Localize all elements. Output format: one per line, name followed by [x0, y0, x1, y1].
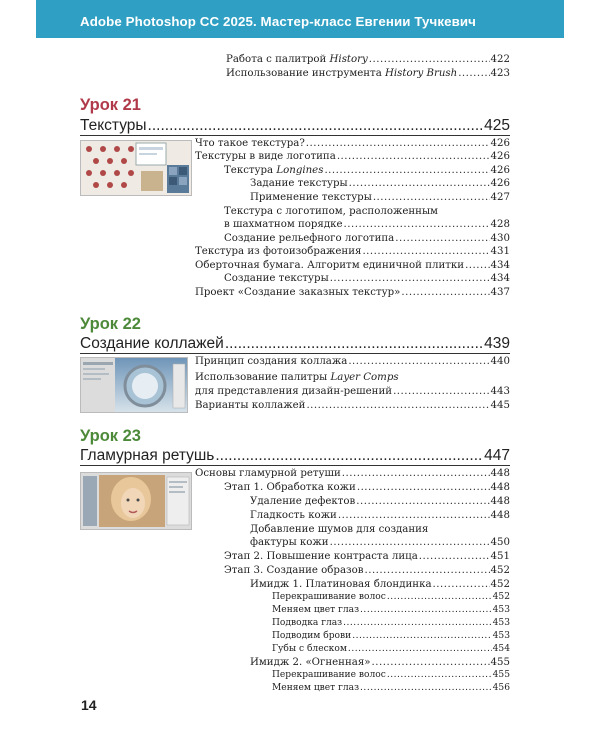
toc-entry-line1: Использование палитры Layer Comps [195, 372, 399, 383]
toc-entry: Основы гламурной ретуши ..... 448 [195, 467, 510, 480]
toc-entry: Имидж 2. «Огненная» ..... 455 [250, 656, 510, 669]
toc-entry: Оберточная бумага. Алгоритм единичной плитки ..... 434 [195, 259, 510, 272]
toc-entry: Удаление дефектов ..... 448 [250, 495, 510, 508]
toc-entry: Меняем цвет глаз ..... 456 [272, 682, 510, 695]
toc-entry: Применение текстуры ..... 427 [250, 191, 510, 204]
toc-entry: Текстура из фотоизображения ..... 431 [195, 245, 510, 258]
toc-entry: Принцип создания коллажа ..... 440 [195, 355, 510, 368]
toc-entry: фактуры кожи ..... 450 [250, 536, 510, 549]
toc-entry: в шахматном порядке ..... 428 [224, 218, 510, 231]
book-title: Adobe Photoshop CC 2025. Мастер-класс Евгении Тучкевич [80, 14, 476, 29]
page-number: 14 [81, 697, 97, 713]
lesson-23-label: Урок 23 [80, 427, 141, 445]
toc-entry: Перекрашивание волос ..... 452 [272, 591, 510, 604]
lesson-21-label: Урок 21 [80, 96, 141, 114]
toc-entry-line1: Текстура с логотипом, расположенным [224, 206, 438, 217]
toc-entry: Меняем цвет глаз ..... 453 [272, 604, 510, 617]
chapter-heading-textures: Текстуры ..... 425 [80, 115, 510, 136]
toc-entry: Перекрашивание волос ..... 455 [272, 669, 510, 682]
toc-entry: Работа с палитрой History ..... 422 [226, 53, 510, 66]
toc-entry: Этап 1. Обработка кожи ..... 448 [224, 481, 510, 494]
toc-entry: Текстура Longines ..... 426 [224, 164, 510, 177]
toc-entry: Задание текстуры ..... 426 [250, 177, 510, 190]
toc-entry: Что такое текстура? ..... 426 [195, 137, 510, 150]
toc-entry: Подводим брови ..... 453 [272, 630, 510, 643]
toc-entry: Имидж 1. Платиновая блондинка ..... 452 [250, 578, 510, 591]
toc-entry: для представления дизайн-решений ..... 443 [195, 385, 510, 398]
lesson-22-label: Урок 22 [80, 315, 141, 333]
textures-thumbnail-image [81, 141, 191, 195]
running-header [36, 0, 564, 38]
toc-entry: Этап 3. Создание образов ..... 452 [224, 564, 510, 577]
textures-thumbnail [80, 140, 192, 196]
chapter-heading-glamour-retouch: Гламурная ретушь ..... 447 [80, 445, 510, 466]
toc-entry: Проект «Создание заказных текстур» ..... 437 [195, 286, 510, 299]
glamour-thumbnail [80, 472, 192, 530]
toc-entry-line1: Добавление шумов для создания [250, 524, 429, 535]
toc-entry: Губы с блеском ..... 454 [272, 643, 510, 656]
toc-entry: Варианты коллажей ..... 445 [195, 399, 510, 412]
chapter-heading-collages: Создание коллажей ..... 439 [80, 333, 510, 354]
toc-entry: Использование инструмента History Brush ..... 423 [226, 67, 510, 80]
toc-entry: Текстуры в виде логотипа ..... 426 [195, 150, 510, 163]
toc-entry: Создание рельефного логотипа ..... 430 [224, 232, 510, 245]
collage-thumbnail [80, 357, 188, 413]
toc-entry: Подводка глаз ..... 453 [272, 617, 510, 630]
toc-entry: Гладкость кожи ..... 448 [250, 509, 510, 522]
toc-entry: Создание текстуры ..... 434 [224, 272, 510, 285]
toc-entry: Этап 2. Повышение контраста лица ..... 451 [224, 550, 510, 563]
collage-thumbnail-image [81, 358, 187, 412]
glamour-thumbnail-image [81, 473, 191, 529]
